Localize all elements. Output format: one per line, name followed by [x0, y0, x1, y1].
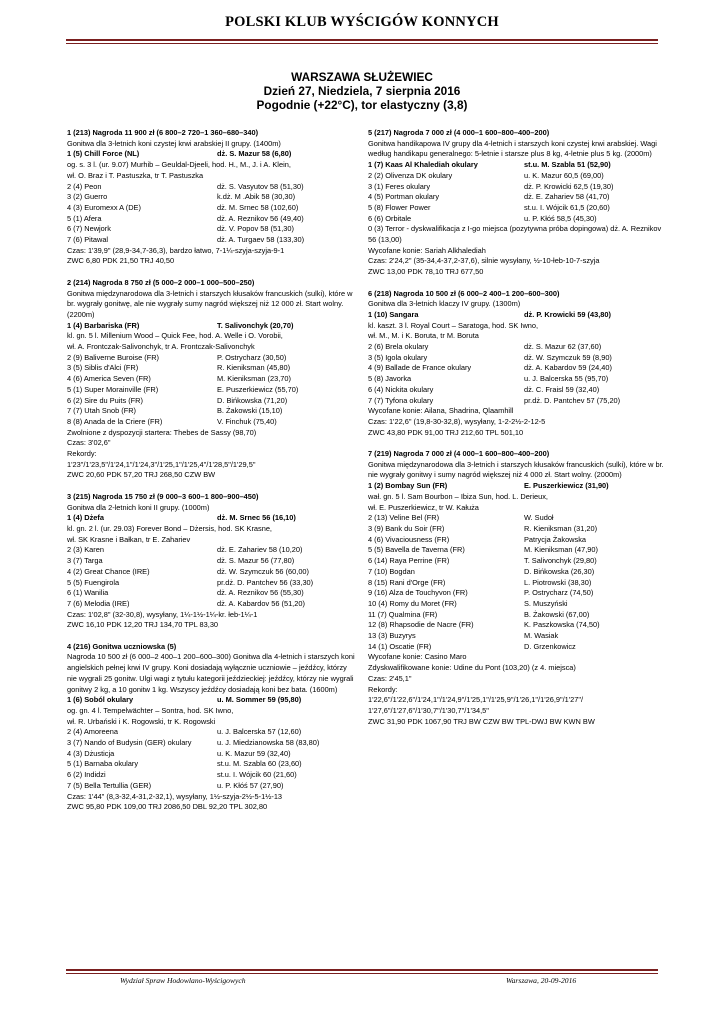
placing-horse: 5 (1) Afera: [67, 213, 102, 223]
footer-rule: [66, 969, 658, 971]
placing-row: [368, 620, 664, 631]
placing-jockey: dż. S. Mazur 62 (37,60): [524, 342, 602, 352]
placing-horse: 12 (8) Rhapsodie de Nacre (FR): [368, 620, 474, 630]
winner-info: og. gn. 4 l. Tempelwächter – Sontra, hod. SK Iwno,: [67, 705, 234, 715]
race-heading: 3 (215) Nagroda 15 750 zł (9 000–3 600–1 800–900–450): [67, 491, 259, 501]
winner-info: og. s. 3 l. (ur. 9.07) Murhib – Geuldal-Djeeli, hod. H., M., J. i A. Klein,: [67, 160, 291, 170]
placing-row: [368, 353, 664, 364]
placing-horse: 7 (5) Bella Tertullia (GER): [67, 780, 152, 790]
placing-horse: 5 (1) Barnaba okulary: [67, 759, 139, 769]
placing-row: [67, 192, 357, 203]
placing-horse: 7 (6) Melodia (IRE): [67, 598, 130, 608]
race-description: Gonitwa międzynarodowa dla 3-letnich i starszych kłusaków francuskich (sulki), które w br. wygrały gonitwę, ale nie wygrały sumy nagród większej niż 12 000 zł. Start wolny. (2200m): [67, 288, 353, 319]
race-heading: 1 (213) Nagroda 11 900 zł (6 800–2 720–1 360–680–340): [67, 128, 259, 137]
placing-jockey: E. Puszerkiewicz (55,70): [217, 384, 299, 394]
right-column: [368, 128, 664, 738]
placing-jockey: B. Żakowski (67,00): [524, 609, 590, 619]
winner-row: [67, 149, 357, 160]
race-description: Gonitwa dla 3-letnich klaczy IV grupy. (1300m): [368, 299, 521, 309]
placing-jockey: S. Muszyński: [524, 598, 568, 608]
race-description: Nagroda 10 500 zł (6 000–2 400–1 200–600–300) Gonitwa dla 4-letnich i starszych koni angielskich pełnej krwi IV grupy. Koni dosiadają wyłącznie uczniowie – jeźdźcy, którzy nie wygrali 25 gonitw. Ulgi wagi z tytułu kategorii jeździeckiej: jeźdźcy, którzy nie wygrali gonitwy 2 kg, a 10 gonitw 1 kg. Wszyscy jeźdźcy dosiadają koni bez bata. (1600m): [67, 652, 355, 694]
placing-jockey: P. Ostrycharz (74,50): [524, 588, 594, 598]
placing-jockey: u. J. Balcerska 55 (95,70): [524, 374, 609, 384]
placing-row: [368, 578, 664, 589]
placing-row: [67, 727, 357, 738]
winner-row: [67, 513, 357, 524]
placing-row: [67, 182, 357, 193]
race-result-info: 1'22,6"/1'22,6"/1'24,1"/1'24,9"/1'25,1"/1'25,9"/1'26,1"/1'26,9"/1'27"/: [368, 695, 584, 705]
placing-jockey: M. Kieniksman (23,70): [217, 374, 291, 384]
placing-row: [67, 556, 357, 567]
placing-jockey: dż. S. Mazur 56 (77,80): [217, 556, 295, 566]
placing-horse: 9 (16) Alza de Touchyvon (FR): [368, 588, 468, 598]
race-result-info: Zdyskwalifikowane konie: Udine du Pont (103,20) (z 4. miejsca): [368, 663, 576, 673]
placing-horse: 4 (3) Euromexx A (DE): [67, 202, 141, 212]
placing-row: [368, 342, 664, 353]
placing-horse: 4 (2) Great Chance (IRE): [67, 566, 150, 576]
placing-jockey: W. Sudoł: [524, 513, 554, 523]
placing-jockey: pr.dż. D. Pantchev 56 (33,30): [217, 577, 314, 587]
placing-row: [368, 374, 664, 385]
placing-jockey: dż. S. Vasyutov 58 (51,30): [217, 181, 304, 191]
winner-row: [67, 321, 357, 332]
race-result-info: Czas: 1'22,6" (19,8-30-32,8), wysyłany, 1-2-2½-2-12-5: [368, 416, 546, 426]
winner-info: kl. gn. 2 l. (ur. 29.03) Forever Bond – Dżersis, hod. SK Krasne,: [67, 523, 272, 533]
placing-row: [67, 353, 357, 364]
placing-row: [67, 738, 357, 749]
placing-jockey: dż. P. Krowicki 62,5 (19,30): [524, 181, 614, 191]
race-result-info: Rekordy:: [67, 449, 97, 459]
placing-horse: 3 (9) Bank du Soir (FR): [368, 523, 445, 533]
placing-row: [67, 578, 357, 589]
placing-row: [67, 224, 357, 235]
placing-jockey: st.u. M. Szabla 60 (23,60): [217, 759, 302, 769]
footer-date: Warszawa, 20-09-2016: [506, 976, 577, 985]
race-heading: 2 (214) Nagroda 8 750 zł (5 000–2 000–1 000–500–250): [67, 277, 255, 287]
placing-horse: 3 (5) Siblis d'Alci (FR): [67, 363, 139, 373]
race-result-info: Czas: 1'44" (8,3-32,4-31,2-32,1), wysyłany, 1½-szyja-2½-5-1½-13: [67, 791, 283, 801]
race-heading: 7 (219) Nagroda 7 000 zł (4 000–1 600–800–400–200): [368, 449, 550, 459]
race-heading: 5 (217) Nagroda 7 000 zł (4 000–1 600–800–400–200): [368, 128, 550, 137]
race-result-info: ZWC 13,00 PDK 78,10 TRJ 677,50: [368, 267, 484, 277]
winner-info: wł. A. Frontczak-Salivonchyk, tr A. Frontczak-Salivonchyk: [67, 342, 255, 352]
winner-row: [67, 695, 357, 706]
placing-jockey: st.u. I. Wójcik 61,5 (20,60): [524, 202, 610, 212]
winner-row: [368, 481, 664, 492]
winner-horse: 1 (6) Soból okulary: [67, 695, 134, 705]
meeting-conditions: Pogodnie (+22°C), tor elastyczny (3,8): [256, 98, 468, 112]
race-result-info: Zwolnione z dyspozycji startera: Thebes de Sassy (98,70): [67, 427, 257, 437]
winner-jockey: dż. M. Srnec 56 (16,10): [217, 513, 296, 523]
placing-horse: 13 (3) Buzyrys: [368, 631, 416, 641]
placing-row: [368, 588, 664, 599]
race-block: [67, 492, 357, 631]
race-description: Gonitwa międzynarodowa dla 3-letnich i starszych kłusaków francuskich (sulki), które w br. nie wygrały gonitwy i sumy nagród większej niż 4 000 zł. Start wolny. (2000m): [368, 459, 664, 480]
race-block: [67, 278, 357, 481]
placing-jockey: B. Żakowski (15,10): [217, 406, 283, 416]
placing-row: [368, 599, 664, 610]
placing-jockey: M. Kieniksman (47,90): [524, 545, 598, 555]
placing-row: [67, 588, 357, 599]
race-result-info: Rekordy:: [368, 684, 398, 694]
header-rule-thin: [66, 43, 658, 44]
placing-row: [368, 513, 664, 524]
placing-horse: 2 (13) Veline Bel (FR): [368, 513, 440, 523]
placing-jockey: pr.dż. D. Pantchev 57 (75,20): [524, 395, 621, 405]
placing-horse: 6 (4) Nickita okulary: [368, 384, 434, 394]
winner-jockey: dż. P. Krowicki 59 (43,80): [524, 309, 611, 319]
winner-info: wł. O. Braz i T. Pastuszka, tr T. Pastuszka: [67, 170, 204, 180]
placing-horse: 2 (9) Baliverne Buroise (FR): [67, 352, 160, 362]
placing-row: [67, 385, 357, 396]
left-column: [67, 128, 357, 824]
placing-row: [368, 524, 664, 535]
race-result-info: ZWC 43,80 PDK 91,00 TRJ 212,60 TPL 501,10: [368, 427, 524, 437]
placing-horse: 3 (7) Targa: [67, 556, 103, 566]
placing-horse: 6 (2) Sire du Puits (FR): [67, 395, 143, 405]
placing-jockey: D. Bińkowska (26,30): [524, 566, 595, 576]
placing-row: [67, 749, 357, 760]
placing-row: [67, 396, 357, 407]
placing-row: [368, 192, 664, 203]
placing-horse: 6 (1) Wanilia: [67, 588, 109, 598]
placing-row: [368, 535, 664, 546]
placing-horse: 6 (7) Newjork: [67, 224, 111, 234]
placing-jockey: K. Paszkowska (74,50): [524, 620, 600, 630]
race-result-info: ZWC 6,80 PDK 21,50 TRJ 40,50: [67, 256, 175, 266]
placing-jockey: dż. W. Szymczuk 56 (60,00): [217, 566, 310, 576]
placing-jockey: u. P. Kłóś 58,5 (45,30): [524, 213, 597, 223]
placing-jockey: k.dż. M .Abik 58 (30,30): [217, 192, 296, 202]
placing-row: [67, 781, 357, 792]
placing-horse: 4 (9) Ballade de France okulary: [368, 363, 472, 373]
placing-horse: 5 (5) Bavella de Taverna (FR): [368, 545, 465, 555]
placing-jockey: dż. E. Zahariev 58 (10,20): [217, 545, 303, 555]
race-result-info: Wycofane konie: Ailana, Shadrina, Qlaamhill: [368, 406, 514, 416]
placing-jockey: dż. A. Reznikov 56 (55,30): [217, 588, 304, 598]
race-result-info: Czas: 1'02,8" (32-30,8), wysyłany, 1¼-1½-1¼-kr. łeb-1¼-1: [67, 609, 258, 619]
placing-jockey: u. P. Kłóś 57 (27,90): [217, 780, 284, 790]
placing-row: [368, 631, 664, 642]
placing-row: [368, 171, 664, 182]
placing-horse: 3 (5) Igola okulary: [368, 352, 428, 362]
placing-jockey: dż. M. Srnec 58 (102,60): [217, 202, 299, 212]
placing-horse: 5 (8) Flower Power: [368, 202, 431, 212]
footer-department: Wydział Spraw Hodowlano-Wyścigowych: [120, 976, 246, 985]
placing-horse: 3 (1) Feres okulary: [368, 181, 431, 191]
placing-row: [67, 235, 357, 246]
race-block: [67, 128, 357, 267]
placing-horse: 6 (2) Indidzi: [67, 770, 106, 780]
header-rule: [66, 39, 658, 41]
placing-horse: 4 (6) Vivaciousness (FR): [368, 534, 450, 544]
race-result-info: 1'23"/1'23,5"/1'24,1"/1'24,3"/1'25,1"/1'25,4"/1'28,5"/1'29,5": [67, 459, 256, 469]
placing-jockey: u. J. Miedzianowska 58 (83,80): [217, 738, 320, 748]
placing-jockey: D. Bińkowska (71,20): [217, 395, 288, 405]
footer-rule-thin: [66, 973, 658, 974]
race-result-info: 1'27,6"/1'27,6"/1'30,7"/1'30,7"/1'34,5": [368, 705, 489, 715]
placing-jockey: L. Piotrowski (38,30): [524, 577, 592, 587]
placing-horse: 6 (6) Orbitale: [368, 213, 412, 223]
winner-horse: 1 (5) Chill Force (NL): [67, 149, 140, 159]
race-description: Gonitwa dla 3-letnich koni czystej krwi arabskiej II grupy. (1400m): [67, 138, 281, 148]
winner-horse: 1 (4) Barbariska (FR): [67, 320, 140, 330]
placing-jockey: M. Wasiak: [524, 631, 559, 641]
winner-jockey: T. Salivonchyk (20,70): [217, 320, 294, 330]
placing-jockey: u. J. Balcerska 57 (12,60): [217, 727, 302, 737]
placing-row: [368, 396, 664, 407]
race-result-info: ZWC 20,60 PDK 57,20 TRJ 268,50 CZW BW: [67, 470, 216, 480]
placing-jockey: T. Salivonchyk (29,80): [524, 556, 597, 566]
meeting-date: Dzień 27, Niedziela, 7 sierpnia 2016: [263, 84, 461, 98]
placing-row: [67, 770, 357, 781]
race-block: [67, 642, 357, 813]
placing-row: [67, 567, 357, 578]
winner-info: wł. SK Krasne i Bałkan, tr E. Zahariev: [67, 534, 191, 544]
placing-horse: 2 (4) Amoreena: [67, 727, 118, 737]
placing-horse: 3 (7) Nando of Budysin (GER) okulary: [67, 738, 192, 748]
placing-row: [368, 214, 664, 225]
placing-jockey: P. Ostrycharz (30,50): [217, 352, 287, 362]
race-result-info: Wycofane konie: Sariah Alkhalediah: [368, 245, 486, 255]
placing-jockey: dż. A. Reznikov 56 (49,40): [217, 213, 304, 223]
winner-horse: 1 (7) Kaas Al Khalediah okulary: [368, 160, 478, 170]
race-block: [368, 449, 664, 727]
placing-row: [67, 214, 357, 225]
placing-row: [368, 642, 664, 653]
race-description: Gonitwa handikapowa IV grupy dla 4-letnich i starszych koni czystej krwi arabskiej. Wagi według handikapu generalnego: 5-letnie i starsze plus 8 kg, 4-letnie plus 5 kg. (2000m): [368, 138, 657, 159]
placing-horse: 5 (5) Fuengirola: [67, 577, 120, 587]
placing-horse: 2 (3) Karen: [67, 545, 104, 555]
race-block: [368, 289, 664, 439]
winner-jockey: u. M. Sommer 59 (95,80): [217, 695, 302, 705]
placing-horse: 5 (1) Super Morainville (FR): [67, 384, 159, 394]
placing-row: [67, 417, 357, 428]
winner-jockey: st.u. M. Szabla 51 (52,90): [524, 160, 611, 170]
placing-row: [368, 203, 664, 214]
placing-jockey: u. K. Mazur 59 (32,40): [217, 748, 291, 758]
placing-jockey: dż. V. Popov 58 (51,30): [217, 224, 294, 234]
placing-horse: 2 (4) Peon: [67, 181, 102, 191]
race-result-info: Czas: 2'45,1": [368, 673, 412, 683]
placing-jockey: dż. A. Turgaev 58 (133,30): [217, 235, 305, 245]
winner-jockey: dż. S. Mazur 58 (6,80): [217, 149, 292, 159]
winner-horse: 1 (10) Sangara: [368, 309, 419, 319]
placing-jockey: R. Kieniksman (45,80): [217, 363, 291, 373]
placing-row: [67, 759, 357, 770]
placing-jockey: dż. A. Kabardov 56 (51,20): [217, 598, 305, 608]
winner-info: kl. gn. 5 l. Millenium Wood – Quick Fee, hod. A. Welle i O. Vorobii,: [67, 331, 283, 341]
race-result-info: ZWC 95,80 PDK 109,00 TRJ 2086,50 DBL 92,20 TPL 302,80: [67, 802, 268, 812]
race-heading: 4 (216) Gonitwa uczniowska (5): [67, 641, 177, 651]
winner-info: kl. kaszt. 3 l. Royal Court – Saratoga, hod. SK Iwno,: [368, 320, 539, 330]
placing-horse: 2 (2) Olivenza DK okulary: [368, 170, 453, 180]
placing-jockey: Patrycja Żakowska: [524, 534, 587, 544]
winner-row: [368, 160, 664, 171]
placing-row: [368, 545, 664, 556]
placing-row: [67, 374, 357, 385]
placing-horse: 7 (7) Tyfona okulary: [368, 395, 434, 405]
placing-horse: 6 (14) Raya Perrine (FR): [368, 556, 450, 566]
placing-horse: 8 (15) Rani d'Orge (FR): [368, 577, 446, 587]
winner-horse: 1 (4) Dżefa: [67, 513, 104, 523]
race-result-info: 0 (3) Terror - dyskwalifikacja z I-go miejsca (pozytywna próba dopingowa) dż. A. Reznikov 56 (13,00): [368, 224, 662, 245]
winner-info: wł. R. Urbański i K. Rogowski, tr K. Rogowski: [67, 716, 216, 726]
placing-horse: 8 (8) Anada de la Criere (FR): [67, 416, 163, 426]
placing-jockey: R. Kieniksman (31,20): [524, 523, 598, 533]
placing-row: [368, 385, 664, 396]
placing-horse: 4 (6) America Seven (FR): [67, 374, 151, 384]
placing-row: [368, 567, 664, 578]
race-result-info: Czas: 1'39,9" (28,9-34,7-36,3), bardzo łatwo, 7-1¼-szyja-szyja-9-1: [67, 245, 285, 255]
placing-jockey: V. Finchuk (75,40): [217, 416, 277, 426]
placing-row: [368, 556, 664, 567]
race-description: Gonitwa dla 2-letnich koni II grupy. (1000m): [67, 502, 210, 512]
placing-row: [67, 545, 357, 556]
winner-info: wał. gn. 5 l. Sam Bourbon – Ibiza Sun, hod. L. Derieux,: [368, 491, 548, 501]
winner-info: wł. E. Puszerkiewicz, tr W. Kałuża: [368, 502, 479, 512]
placing-jockey: dż. A. Kabardov 59 (24,40): [524, 363, 612, 373]
winner-info: wł. M., M. i K. Boruta, tr M. Boruta: [368, 331, 479, 341]
placing-jockey: u. K. Mazur 60,5 (69,00): [524, 170, 604, 180]
placing-jockey: dż. E. Zahariev 58 (41,70): [524, 192, 610, 202]
document-header: POLSKI KLUB WYŚCIGÓW KONNYCH: [225, 14, 499, 30]
race-result-info: Czas: 3'02,6": [67, 438, 111, 448]
placing-row: [368, 610, 664, 621]
placing-jockey: dż. W. Szymczuk 59 (8,90): [524, 352, 612, 362]
placing-horse: 7 (6) Pitawal: [67, 235, 109, 245]
race-result-info: Czas: 2'24,2" (35-34,4-37,2-37,6), silnie wysyłany, ½-10-łeb-10-7-szyja: [368, 256, 600, 266]
placing-row: [67, 363, 357, 374]
placing-jockey: st.u. I. Wójcik 60 (21,60): [217, 770, 297, 780]
placing-horse: 10 (4) Romy du Moret (FR): [368, 598, 457, 608]
placing-row: [67, 406, 357, 417]
placing-jockey: D. Grzenkowicz: [524, 641, 576, 651]
race-result-info: Wycofane konie: Casino Maro: [368, 652, 467, 662]
winner-jockey: E. Puszerkiewicz (31,90): [524, 481, 609, 491]
placing-horse: 2 (6) Brela okulary: [368, 342, 429, 352]
placing-horse: 3 (2) Guerro: [67, 192, 108, 202]
placing-jockey: dż. C. Fraisl 59 (32,40): [524, 384, 600, 394]
race-result-info: ZWC 31,90 PDK 1067,90 TRJ BW CZW BW TPL-DWJ BW KWN BW: [368, 716, 595, 726]
race-heading: 6 (218) Nagroda 10 500 zł (6 000–2 400–1 200–600–300): [368, 288, 560, 298]
winner-horse: 1 (2) Bombay Sun (FR): [368, 481, 448, 491]
placing-horse: 7 (7) Utah Snob (FR): [67, 406, 137, 416]
placing-horse: 7 (10) Bogdan: [368, 566, 415, 576]
meeting-venue: WARSZAWA SŁUŻEWIEC: [291, 70, 433, 84]
placing-row: [67, 599, 357, 610]
winner-row: [368, 310, 664, 321]
placing-horse: 4 (3) Dżusticja: [67, 748, 115, 758]
placing-horse: 5 (8) Javorka: [368, 374, 412, 384]
race-block: [368, 128, 664, 278]
race-result-info: ZWC 16,10 PDK 12,20 TRJ 134,70 TPL 83,30: [67, 620, 219, 630]
placing-row: [368, 182, 664, 193]
placing-row: [67, 203, 357, 214]
placing-horse: 4 (5) Portman okulary: [368, 192, 440, 202]
placing-row: [368, 363, 664, 374]
placing-horse: 11 (7) Qualmina (FR): [368, 609, 438, 619]
placing-horse: 14 (1) Oscatie (FR): [368, 641, 432, 651]
